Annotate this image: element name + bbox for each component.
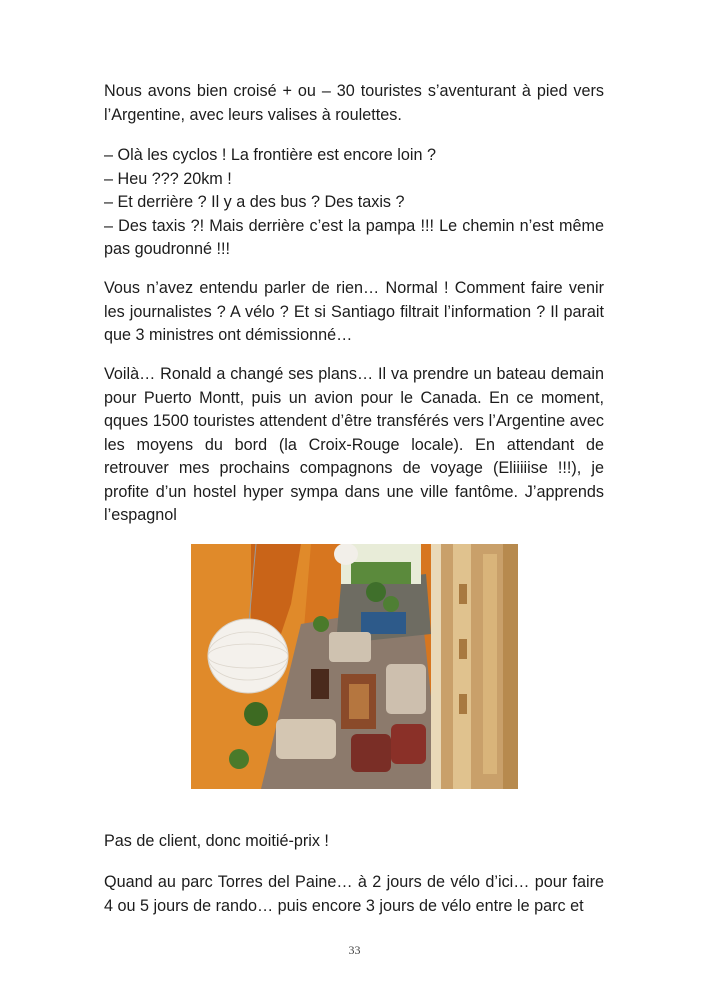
text-tourists: Nous avons bien croisé + ou – 30 touristes s’aventurant à pied vers l’Argentine, avec leurs valises à roulettes. <box>104 82 604 124</box>
paragraph-news <box>104 277 604 348</box>
text-price: Pas de client, donc moitié-prix ! <box>104 832 329 850</box>
dialogue-line-4: – Des taxis ?! Mais derrière c’est la pampa !!! Le chemin n’est même pas goudronné !!! <box>104 216 604 258</box>
text-park: Quand au parc Torres del Paine… à 2 jours de vélo d’ici… pour faire 4 ou 5 jours de rando… puis encore 3 jours de vélo entre le parc et <box>104 873 604 915</box>
paragraph-park <box>104 871 604 918</box>
dialogue-block <box>104 144 604 262</box>
hostel-photo <box>191 544 518 789</box>
hostel-photo-image <box>191 544 518 789</box>
paragraph-plans <box>104 363 604 528</box>
dialogue-line-3: – Et derrière ? Il y a des bus ? Des taxis ? <box>104 193 405 211</box>
page-number: 33 <box>348 943 361 957</box>
text-news: Vous n’avez entendu parler de rien… Normal ! Comment faire venir les journalistes ? A vélo ? Et si Santiago filtrait l’information ? Il parait que 3 ministres ont démissionné… <box>104 279 604 344</box>
paragraph-price <box>104 830 604 854</box>
text-plans: Voilà… Ronald a changé ses plans… Il va prendre un bateau demain pour Puerto Montt, puis un avion pour le Canada. En ce moment, qques 1500 touristes attendent d’être transférés vers l’Argentine avec les moyens du bord (la Croix-Rouge locale). En attendant de retrouver mes prochains compagnons de voyage (Eliiiiise !!!), je profite d’un hostel hyper sympa dans une ville fantôme. J’apprends l’espagnol <box>104 365 604 524</box>
dialogue-line-1: – Olà les cyclos ! La frontière est encore loin ? <box>104 146 437 164</box>
paragraph-tourists <box>104 80 604 127</box>
dialogue-line-2: – Heu ??? 20km ! <box>104 169 232 188</box>
